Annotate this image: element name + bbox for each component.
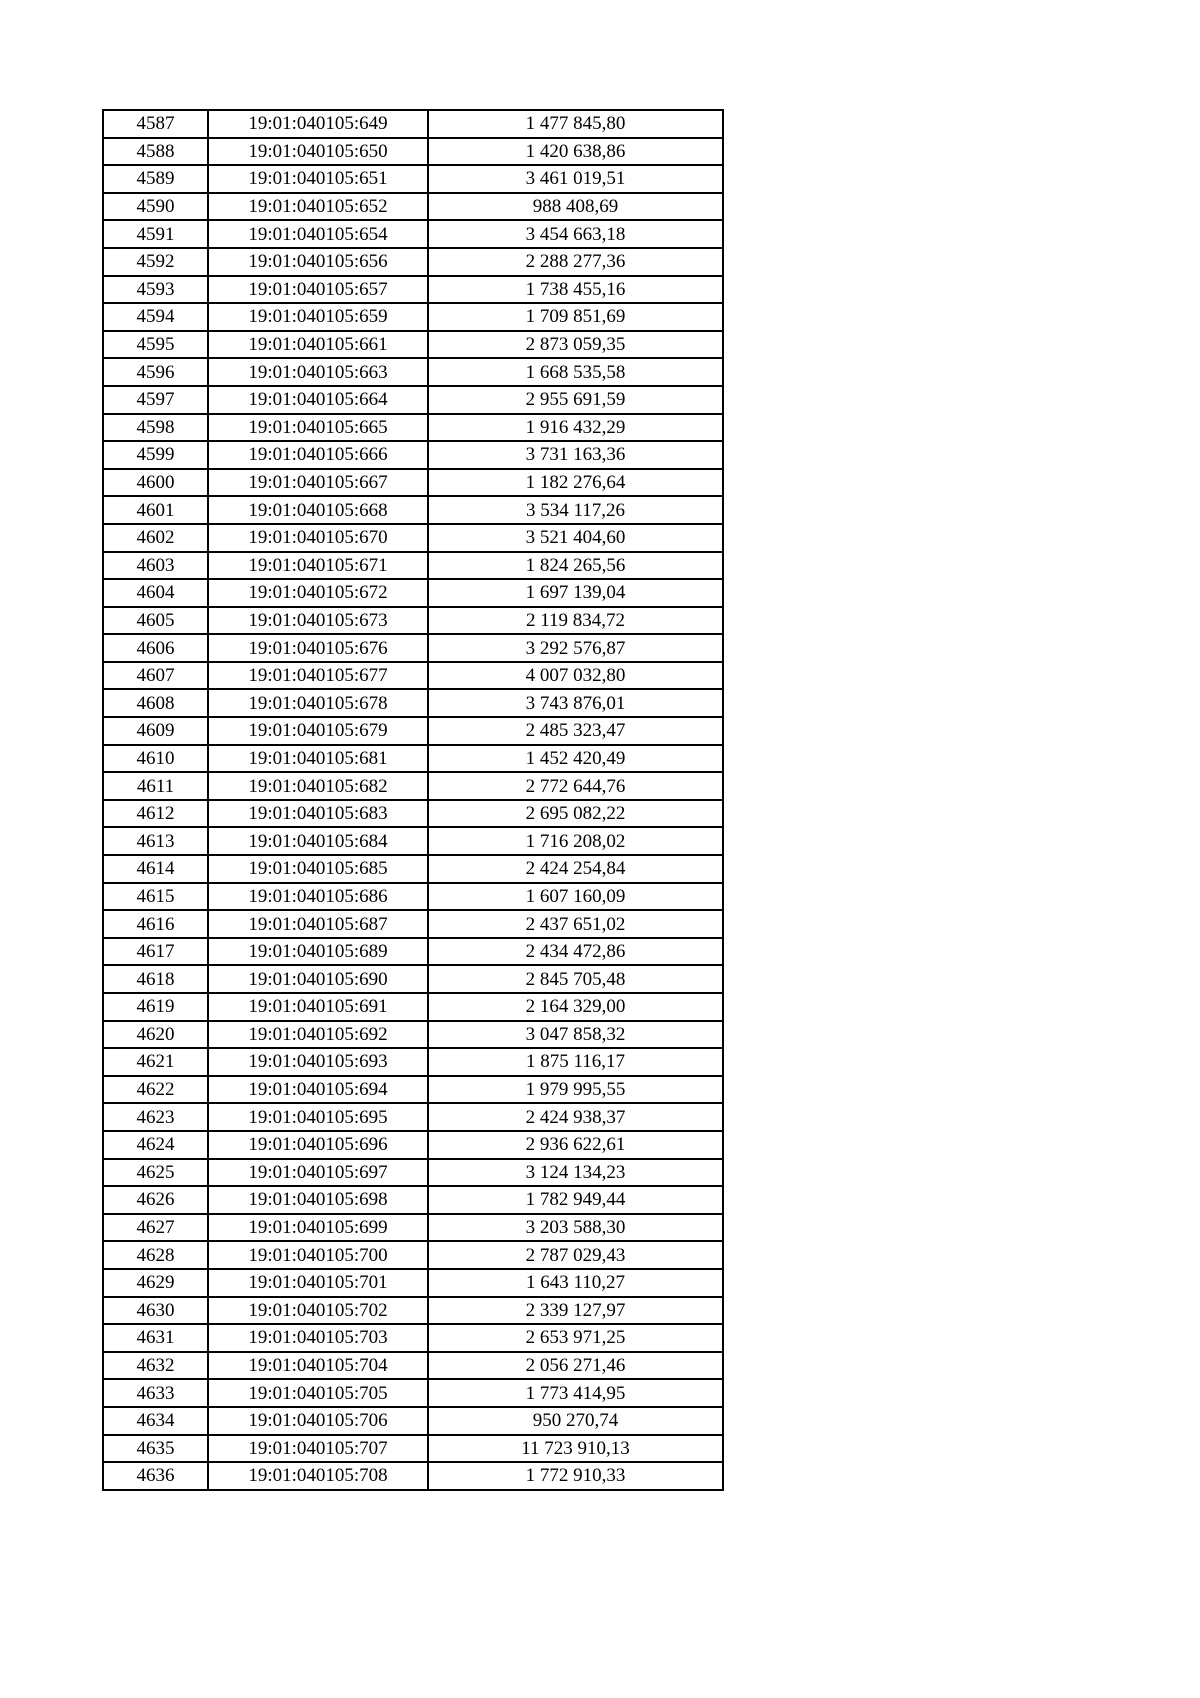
cadastral-number-cell: 19:01:040105:670 — [208, 524, 428, 552]
row-number-cell: 4601 — [103, 496, 208, 524]
cadastral-value-cell: 2 437 651,02 — [428, 910, 723, 938]
table-row — [103, 469, 723, 497]
cadastral-value-cell: 2 873 059,35 — [428, 331, 723, 359]
table-row — [103, 1241, 723, 1269]
table-row — [103, 358, 723, 386]
cadastral-number-cell: 19:01:040105:699 — [208, 1214, 428, 1242]
row-number-cell: 4600 — [103, 469, 208, 497]
table-row — [103, 772, 723, 800]
row-number-cell: 4622 — [103, 1076, 208, 1104]
cadastral-number-cell: 19:01:040105:691 — [208, 993, 428, 1021]
table-row — [103, 827, 723, 855]
table-body — [103, 110, 723, 1490]
cadastral-value-cell: 1 824 265,56 — [428, 552, 723, 580]
row-number-cell: 4594 — [103, 303, 208, 331]
row-number-cell: 4606 — [103, 634, 208, 662]
cadastral-value-cell: 2 056 271,46 — [428, 1352, 723, 1380]
table-row — [103, 1407, 723, 1435]
cadastral-number-cell: 19:01:040105:707 — [208, 1435, 428, 1463]
cadastral-number-cell: 19:01:040105:682 — [208, 772, 428, 800]
table-row — [103, 1462, 723, 1490]
cadastral-value-cell: 1 772 910,33 — [428, 1462, 723, 1490]
table-row — [103, 496, 723, 524]
cadastral-number-cell: 19:01:040105:659 — [208, 303, 428, 331]
row-number-cell: 4592 — [103, 248, 208, 276]
cadastral-number-cell: 19:01:040105:661 — [208, 331, 428, 359]
cadastral-number-cell: 19:01:040105:671 — [208, 552, 428, 580]
cadastral-value-cell: 3 534 117,26 — [428, 496, 723, 524]
cadastral-value-cell: 3 461 019,51 — [428, 165, 723, 193]
row-number-cell: 4595 — [103, 331, 208, 359]
table-row — [103, 386, 723, 414]
table-row — [103, 524, 723, 552]
cadastral-value-cell: 1 716 208,02 — [428, 827, 723, 855]
table-row — [103, 938, 723, 966]
cadastral-number-cell: 19:01:040105:698 — [208, 1186, 428, 1214]
cadastral-value-cell: 1 643 110,27 — [428, 1269, 723, 1297]
cadastral-number-cell: 19:01:040105:702 — [208, 1297, 428, 1325]
cadastral-value-cell: 2 164 329,00 — [428, 993, 723, 1021]
row-number-cell: 4635 — [103, 1435, 208, 1463]
row-number-cell: 4603 — [103, 552, 208, 580]
cadastral-number-cell: 19:01:040105:685 — [208, 855, 428, 883]
row-number-cell: 4630 — [103, 1297, 208, 1325]
cadastral-value-cell: 2 772 644,76 — [428, 772, 723, 800]
row-number-cell: 4618 — [103, 965, 208, 993]
table-row — [103, 579, 723, 607]
table-row — [103, 910, 723, 938]
row-number-cell: 4620 — [103, 1021, 208, 1049]
table-row — [103, 1048, 723, 1076]
row-number-cell: 4587 — [103, 110, 208, 138]
cadastral-value-cell: 1 477 845,80 — [428, 110, 723, 138]
cadastral-value-cell: 1 875 116,17 — [428, 1048, 723, 1076]
cadastral-value-table — [102, 109, 724, 1491]
row-number-cell: 4610 — [103, 745, 208, 773]
cadastral-number-cell: 19:01:040105:694 — [208, 1076, 428, 1104]
cadastral-value-cell: 1 782 949,44 — [428, 1186, 723, 1214]
cadastral-value-cell: 3 731 163,36 — [428, 441, 723, 469]
table-row — [103, 1076, 723, 1104]
cadastral-number-cell: 19:01:040105:695 — [208, 1103, 428, 1131]
cadastral-value-cell: 1 420 638,86 — [428, 138, 723, 166]
cadastral-number-cell: 19:01:040105:704 — [208, 1352, 428, 1380]
cadastral-number-cell: 19:01:040105:700 — [208, 1241, 428, 1269]
cadastral-number-cell: 19:01:040105:705 — [208, 1379, 428, 1407]
row-number-cell: 4625 — [103, 1159, 208, 1187]
cadastral-number-cell: 19:01:040105:665 — [208, 414, 428, 442]
cadastral-number-cell: 19:01:040105:657 — [208, 276, 428, 304]
row-number-cell: 4629 — [103, 1269, 208, 1297]
table-row — [103, 993, 723, 1021]
cadastral-number-cell: 19:01:040105:696 — [208, 1131, 428, 1159]
cadastral-value-cell: 988 408,69 — [428, 193, 723, 221]
cadastral-value-cell: 2 845 705,48 — [428, 965, 723, 993]
row-number-cell: 4605 — [103, 607, 208, 635]
row-number-cell: 4623 — [103, 1103, 208, 1131]
cadastral-value-cell: 1 697 139,04 — [428, 579, 723, 607]
row-number-cell: 4617 — [103, 938, 208, 966]
table-row — [103, 1324, 723, 1352]
table-row — [103, 414, 723, 442]
row-number-cell: 4613 — [103, 827, 208, 855]
row-number-cell: 4611 — [103, 772, 208, 800]
row-number-cell: 4590 — [103, 193, 208, 221]
cadastral-number-cell: 19:01:040105:651 — [208, 165, 428, 193]
row-number-cell: 4636 — [103, 1462, 208, 1490]
cadastral-value-cell: 2 936 622,61 — [428, 1131, 723, 1159]
table-row — [103, 1435, 723, 1463]
cadastral-value-cell: 3 743 876,01 — [428, 689, 723, 717]
cadastral-value-cell: 1 979 995,55 — [428, 1076, 723, 1104]
row-number-cell: 4614 — [103, 855, 208, 883]
cadastral-number-cell: 19:01:040105:708 — [208, 1462, 428, 1490]
table-row — [103, 1131, 723, 1159]
cadastral-number-cell: 19:01:040105:678 — [208, 689, 428, 717]
row-number-cell: 4598 — [103, 414, 208, 442]
table-row — [103, 1269, 723, 1297]
cadastral-number-cell: 19:01:040105:701 — [208, 1269, 428, 1297]
table-row — [103, 138, 723, 166]
table-row — [103, 193, 723, 221]
table-row — [103, 220, 723, 248]
row-number-cell: 4626 — [103, 1186, 208, 1214]
cadastral-value-cell: 3 521 404,60 — [428, 524, 723, 552]
row-number-cell: 4607 — [103, 662, 208, 690]
table-row — [103, 331, 723, 359]
cadastral-value-cell: 3 047 858,32 — [428, 1021, 723, 1049]
row-number-cell: 4627 — [103, 1214, 208, 1242]
cadastral-value-cell: 3 124 134,23 — [428, 1159, 723, 1187]
cadastral-number-cell: 19:01:040105:650 — [208, 138, 428, 166]
table-row — [103, 303, 723, 331]
table-row — [103, 1214, 723, 1242]
cadastral-value-cell: 1 452 420,49 — [428, 745, 723, 773]
row-number-cell: 4616 — [103, 910, 208, 938]
cadastral-number-cell: 19:01:040105:697 — [208, 1159, 428, 1187]
cadastral-number-cell: 19:01:040105:649 — [208, 110, 428, 138]
cadastral-value-cell: 2 424 254,84 — [428, 855, 723, 883]
cadastral-number-cell: 19:01:040105:668 — [208, 496, 428, 524]
row-number-cell: 4596 — [103, 358, 208, 386]
cadastral-number-cell: 19:01:040105:679 — [208, 717, 428, 745]
row-number-cell: 4588 — [103, 138, 208, 166]
table-row — [103, 1159, 723, 1187]
row-number-cell: 4599 — [103, 441, 208, 469]
cadastral-number-cell: 19:01:040105:690 — [208, 965, 428, 993]
table-row — [103, 1297, 723, 1325]
row-number-cell: 4602 — [103, 524, 208, 552]
cadastral-number-cell: 19:01:040105:693 — [208, 1048, 428, 1076]
row-number-cell: 4628 — [103, 1241, 208, 1269]
row-number-cell: 4632 — [103, 1352, 208, 1380]
cadastral-value-cell: 3 292 576,87 — [428, 634, 723, 662]
table-row — [103, 607, 723, 635]
cadastral-number-cell: 19:01:040105:706 — [208, 1407, 428, 1435]
cadastral-value-cell: 2 653 971,25 — [428, 1324, 723, 1352]
row-number-cell: 4593 — [103, 276, 208, 304]
cadastral-number-cell: 19:01:040105:689 — [208, 938, 428, 966]
cadastral-value-cell: 1 668 535,58 — [428, 358, 723, 386]
row-number-cell: 4597 — [103, 386, 208, 414]
table-row — [103, 662, 723, 690]
cadastral-number-cell: 19:01:040105:654 — [208, 220, 428, 248]
table-row — [103, 883, 723, 911]
cadastral-number-cell: 19:01:040105:677 — [208, 662, 428, 690]
cadastral-number-cell: 19:01:040105:681 — [208, 745, 428, 773]
cadastral-number-cell: 19:01:040105:687 — [208, 910, 428, 938]
row-number-cell: 4615 — [103, 883, 208, 911]
cadastral-number-cell: 19:01:040105:672 — [208, 579, 428, 607]
row-number-cell: 4589 — [103, 165, 208, 193]
cadastral-value-cell: 2 424 938,37 — [428, 1103, 723, 1131]
table-row — [103, 552, 723, 580]
cadastral-value-cell: 1 182 276,64 — [428, 469, 723, 497]
table-row — [103, 1103, 723, 1131]
cadastral-value-cell: 3 203 588,30 — [428, 1214, 723, 1242]
row-number-cell: 4591 — [103, 220, 208, 248]
table-row — [103, 800, 723, 828]
table-row — [103, 965, 723, 993]
row-number-cell: 4604 — [103, 579, 208, 607]
cadastral-value-cell: 1 738 455,16 — [428, 276, 723, 304]
cadastral-value-cell: 2 485 323,47 — [428, 717, 723, 745]
cadastral-value-cell: 1 607 160,09 — [428, 883, 723, 911]
cadastral-number-cell: 19:01:040105:656 — [208, 248, 428, 276]
table-row — [103, 689, 723, 717]
cadastral-number-cell: 19:01:040105:673 — [208, 607, 428, 635]
cadastral-value-cell: 950 270,74 — [428, 1407, 723, 1435]
row-number-cell: 4612 — [103, 800, 208, 828]
table-row — [103, 855, 723, 883]
table-row — [103, 248, 723, 276]
cadastral-number-cell: 19:01:040105:692 — [208, 1021, 428, 1049]
cadastral-number-cell: 19:01:040105:703 — [208, 1324, 428, 1352]
row-number-cell: 4633 — [103, 1379, 208, 1407]
cadastral-value-cell: 2 119 834,72 — [428, 607, 723, 635]
table-row — [103, 1379, 723, 1407]
cadastral-value-cell: 4 007 032,80 — [428, 662, 723, 690]
table-row — [103, 1021, 723, 1049]
cadastral-value-cell: 2 339 127,97 — [428, 1297, 723, 1325]
cadastral-number-cell: 19:01:040105:664 — [208, 386, 428, 414]
table-row — [103, 745, 723, 773]
cadastral-number-cell: 19:01:040105:683 — [208, 800, 428, 828]
cadastral-value-cell: 2 695 082,22 — [428, 800, 723, 828]
row-number-cell: 4609 — [103, 717, 208, 745]
cadastral-value-cell: 1 773 414,95 — [428, 1379, 723, 1407]
row-number-cell: 4634 — [103, 1407, 208, 1435]
table-row — [103, 1352, 723, 1380]
table-row — [103, 634, 723, 662]
table-row — [103, 165, 723, 193]
table-row — [103, 1186, 723, 1214]
table-row — [103, 441, 723, 469]
row-number-cell: 4624 — [103, 1131, 208, 1159]
cadastral-value-cell: 2 434 472,86 — [428, 938, 723, 966]
row-number-cell: 4621 — [103, 1048, 208, 1076]
cadastral-number-cell: 19:01:040105:666 — [208, 441, 428, 469]
table-row — [103, 717, 723, 745]
row-number-cell: 4608 — [103, 689, 208, 717]
table-row — [103, 276, 723, 304]
cadastral-value-cell: 2 288 277,36 — [428, 248, 723, 276]
cadastral-number-cell: 19:01:040105:686 — [208, 883, 428, 911]
row-number-cell: 4619 — [103, 993, 208, 1021]
cadastral-value-cell: 2 787 029,43 — [428, 1241, 723, 1269]
table-row — [103, 110, 723, 138]
cadastral-value-cell: 1 709 851,69 — [428, 303, 723, 331]
cadastral-number-cell: 19:01:040105:676 — [208, 634, 428, 662]
cadastral-number-cell: 19:01:040105:667 — [208, 469, 428, 497]
cadastral-number-cell: 19:01:040105:684 — [208, 827, 428, 855]
cadastral-number-cell: 19:01:040105:663 — [208, 358, 428, 386]
cadastral-value-cell: 1 916 432,29 — [428, 414, 723, 442]
cadastral-value-cell: 2 955 691,59 — [428, 386, 723, 414]
cadastral-value-cell: 3 454 663,18 — [428, 220, 723, 248]
cadastral-number-cell: 19:01:040105:652 — [208, 193, 428, 221]
cadastral-value-cell: 11 723 910,13 — [428, 1435, 723, 1463]
row-number-cell: 4631 — [103, 1324, 208, 1352]
